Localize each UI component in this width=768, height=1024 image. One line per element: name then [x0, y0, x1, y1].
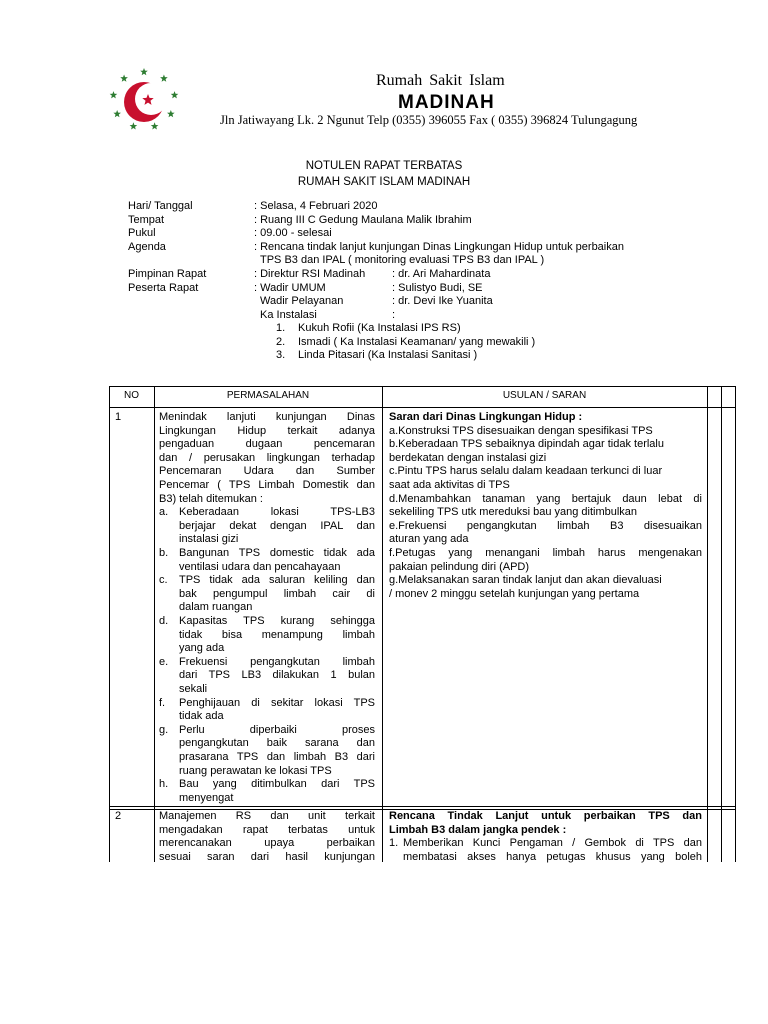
list-item-line: menyengat: [179, 791, 234, 804]
saran-line: berdekatan dengan instalasi gizi: [389, 451, 547, 464]
list-item-line: Keberadaan lokasi TPS-LB3: [179, 506, 375, 519]
pimpinan-value: : Direktur RSI Madinah: [254, 268, 366, 280]
list-item-line: sekali: [179, 682, 208, 695]
table-rule: [109, 386, 110, 862]
list-item-line: tidak ada: [179, 710, 224, 723]
row1-saran-title: Saran dari Dinas Lingkungan Hidup :: [389, 411, 583, 423]
participant-number: 2.: [276, 335, 286, 348]
agenda-value-line2: TPS B3 dan IPAL ( monitoring evaluasi TPS B3 dan IPAL ): [260, 254, 545, 266]
rencana-item-line: Memberikan Kunci Pengaman / Gembok di TPS dan: [403, 837, 702, 850]
participant-number: 1.: [276, 322, 286, 334]
agenda-label: Agenda: [128, 240, 166, 253]
permasalahan-line: Manajemen RS dan unit terkait: [159, 810, 375, 822]
logo-small-star: [171, 91, 179, 98]
tempat-value: : Ruang III C Gedung Maulana Malik Ibrahim: [254, 213, 472, 226]
list-item-marker: a.: [159, 506, 169, 519]
permasalahan-line: merencanakan upaya perbaikan: [159, 837, 375, 850]
table-rule: [735, 386, 736, 862]
list-item-line: pengangkutan baik sarana dan: [179, 737, 375, 750]
saran-line: pakaian pelindung diri (APD): [389, 560, 530, 573]
saran-line: d.Menambahkan tanaman yang bertajuk daun lebat di: [389, 492, 702, 505]
participant-name: Linda Pitasari (Ka Instalasi Sanitasi ): [298, 349, 478, 361]
peserta-name: : Sulistyo Budi, SE: [392, 281, 483, 294]
permasalahan-line: Pencemaran Udara dan Sumber: [159, 465, 375, 478]
saran-line: e.Frekuensi pengangkutan limbah B3 disesuaikan: [389, 519, 702, 532]
logo-small-star: [160, 75, 168, 82]
document-title: NOTULEN RAPAT TERBATAS: [305, 160, 463, 172]
hari-label: Hari/ Tanggal: [128, 200, 193, 212]
logo-small-star: [151, 122, 159, 129]
list-item-line: Penghijauan di sekitar lokasi TPS: [179, 696, 375, 709]
saran-line: saat ada aktivitas di TPS: [389, 478, 510, 491]
table-rule: [109, 806, 736, 807]
list-item-marker: g.: [159, 723, 169, 736]
rencana-line: Limbah B3 dalam jangka pendek :: [389, 823, 567, 836]
hari-value: : Selasa, 4 Februari 2020: [254, 200, 378, 212]
ka-instalasi-label: Ka Instalasi: [260, 308, 317, 321]
list-item-line: Bangunan TPS domestic tidak ada: [179, 546, 375, 559]
table-rule: [707, 386, 708, 862]
list-item-marker: c.: [159, 574, 168, 587]
ka-instalasi-colon: :: [392, 308, 396, 321]
header-permasalahan: PERMASALAHAN: [226, 390, 310, 401]
document-subtitle: RUMAH SAKIT ISLAM MADINAH: [297, 176, 471, 188]
table-rule: [154, 386, 155, 862]
permasalahan-line: pengaduan dugaan pencemaran: [159, 438, 375, 451]
header-no: NO: [124, 390, 139, 401]
table-rule: [109, 386, 736, 387]
permasalahan-line: Menindak lanjuti kunjungan Dinas: [159, 411, 375, 423]
pimpinan-name: : dr. Ari Mahardinata: [392, 268, 491, 280]
logo-small-star: [130, 122, 138, 129]
list-item-line: instalasi gizi: [179, 533, 239, 546]
rencana-item-line: membatasi akses hanya petugas khusus yang boleh: [403, 850, 702, 863]
participant-name: Kukuh Rofii (Ka Instalasi IPS RS): [298, 322, 461, 334]
list-item-marker: d.: [159, 614, 169, 627]
list-item-line: Bau yang ditimbulkan dari TPS: [179, 778, 375, 791]
permasalahan-line: sesuai saran dari hasil kunjungan: [159, 850, 375, 863]
list-item-line: Kapasitas TPS kurang sehingga: [179, 614, 375, 627]
table-rule: [109, 407, 736, 408]
tempat-label: Tempat: [128, 213, 165, 226]
saran-line: f.Petugas yang menangani limbah harus mengenakan: [389, 546, 702, 559]
pukul-value: : 09.00 - selesai: [254, 227, 332, 239]
saran-line: b.Keberadaan TPS sebaiknya dipindah agar tidak terlalu: [389, 438, 664, 451]
saran-line: a.Konstruksi TPS disesuaikan dengan spesifikasi TPS: [389, 424, 653, 437]
wadir-pelayanan-name: : dr. Devi Ike Yuanita: [392, 295, 493, 307]
header-usulan: USULAN / SARAN: [502, 390, 587, 401]
logo-small-star: [167, 110, 175, 117]
hospital-title: MADINAH: [398, 92, 495, 113]
list-item-line: dalam ruangan: [179, 601, 253, 614]
saran-line: / monev 2 minggu setelah kunjungan yang pertama: [389, 587, 640, 600]
list-item-line: berjajar dekat dengan IPAL dan: [179, 519, 375, 532]
permasalahan-line: Lingkungan Hidup terkait adanya: [159, 424, 375, 437]
list-item-line: bak pengumpul limbah cair di: [179, 587, 375, 600]
list-item-marker: 1.: [389, 837, 399, 850]
pimpinan-label: Pimpinan Rapat: [128, 268, 207, 280]
hospital-address: Jln Jatiwayang Lk. 2 Ngunut Telp (0355) 396055 Fax ( 0355) 396824 Tulungagung: [220, 113, 638, 127]
rencana-line: Rencana Tindak Lanjut untuk perbaikan TPS dan: [389, 810, 702, 822]
participant-name: Ismadi ( Ka Instalasi Keamanan/ yang mewakili ): [298, 335, 536, 348]
list-item-line: ventilasi udara dan pencahayaan: [179, 560, 341, 573]
list-item-line: tidak bisa menampung limbah: [179, 628, 375, 641]
agenda-value-line1: : Rencana tindak lanjut kunjungan Dinas Lingkungan Hidup untuk perbaikan: [254, 240, 624, 253]
list-item-line: yang ada: [179, 642, 225, 655]
logo-small-star: [140, 68, 148, 75]
list-item-line: Frekuensi pengangkutan limbah: [179, 655, 375, 668]
minutes-table: [109, 386, 736, 862]
permasalahan-line: Pencemar ( TPS Limbah Domestik dan: [159, 479, 375, 491]
list-item-marker: h.: [159, 778, 169, 791]
list-item-marker: f.: [159, 696, 166, 709]
logo-small-star: [110, 91, 118, 98]
list-item-line: prasarana TPS dan limbah B3 dari: [179, 750, 375, 763]
list-item-line: TPS tidak ada saluran keliling dan: [179, 574, 375, 587]
table-rule: [382, 386, 383, 862]
list-item-line: dari TPS LB3 dilakukan 1 bulan: [179, 669, 375, 682]
permasalahan-line: B3) telah ditemukan :: [159, 492, 263, 505]
list-item-line: Perlu diperbaiki proses: [179, 723, 375, 736]
logo-small-star: [113, 110, 121, 117]
saran-line: aturan yang ada: [389, 533, 469, 546]
peserta-value: : Wadir UMUM: [254, 281, 326, 294]
saran-line: c.Pintu TPS harus selalu dalam keadaan terkunci di luar: [389, 465, 663, 478]
row1-number: 1: [115, 411, 122, 423]
list-item-marker: e.: [159, 655, 169, 668]
permasalahan-line: dan / perusakan lingkungan terhadap: [159, 451, 375, 464]
participant-number: 3.: [276, 349, 286, 361]
pukul-label: Pukul: [128, 227, 156, 239]
logo-small-star: [120, 75, 128, 82]
permasalahan-line: mengadakan rapat terbatas untuk: [159, 823, 375, 836]
crescent-star-logo-icon: [106, 66, 182, 132]
hospital-name: Rumah Sakit Islam: [376, 72, 505, 89]
list-item-marker: b.: [159, 546, 169, 559]
row2-number: 2: [115, 810, 122, 822]
peserta-label: Peserta Rapat: [128, 281, 199, 294]
saran-line: g.Melaksanakan saran tindak lanjut dan akan dievaluasi: [389, 574, 662, 587]
list-item-line: ruang perawatan ke lokasi TPS: [179, 764, 332, 777]
saran-line: sekeliling TPS utk mereduksi bau yang ditimbulkan: [389, 506, 638, 519]
wadir-pelayanan-label: Wadir Pelayanan: [260, 295, 344, 307]
table-rule: [721, 386, 722, 862]
